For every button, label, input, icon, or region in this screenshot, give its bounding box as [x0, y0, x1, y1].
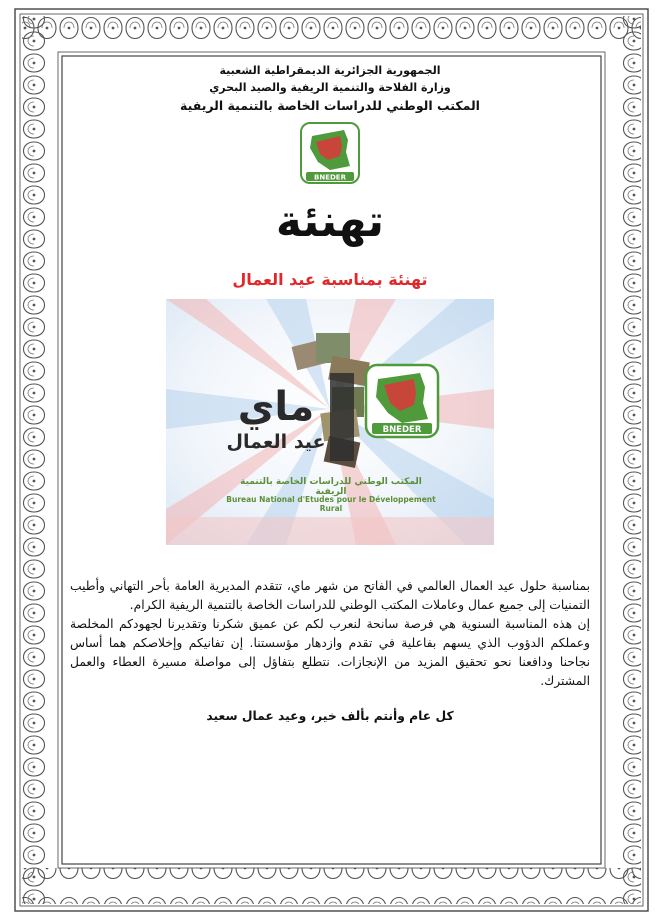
body-paragraph-2: إن هذه المناسبة السنوية هي فرصة سانحة لنعرب لكم عن عميق شكرنا وتقديرنا لجهودكم المخلصة وعملكم الدؤوب الذي يسهم بفاعلية في تقدم وازدهار مؤسستنا. إن تفانيكم وإخلاصكم هما أساس نجاحنا ودافعنا نحو تحقيق المزيد من الإنجازات. نتطلع بتفاؤل إلى مواصلة مسيرة العطاء والعمل المشترك. [70, 617, 590, 688]
letter-content [70, 62, 590, 852]
banner-institution-ar: المكتب الوطني للدراسات الخاصة بالتنمية الريفية [240, 477, 422, 497]
header-republic: الجمهورية الجزائرية الديمقراطية الشعبية [219, 64, 441, 77]
body-text [70, 577, 590, 691]
banner-logo-label: BNEDER [382, 425, 422, 435]
banner-may: ماي [237, 384, 315, 430]
banner-eid: عيد العمال [226, 431, 326, 453]
banner-institution-fr: Bureau National d'Etudes pour le Développement Rural [226, 495, 436, 513]
page-title: تهنئة [275, 196, 385, 247]
workers-day-banner [166, 299, 494, 545]
logo-label: BNEDER [314, 173, 346, 182]
header-ministry: وزارة الفلاحة والتنمية الريفية والصيد البحري [209, 81, 451, 94]
subtitle: تهنئة بمناسبة عيد العمال [232, 270, 428, 289]
bneder-logo [300, 122, 360, 184]
banner-logo [366, 365, 438, 437]
closing-greeting: كل عام وأنتم بألف خير، وعيد عمال سعيد [206, 709, 454, 723]
body-paragraph-1: بمناسبة حلول عيد العمال العالمي في الفاتح من شهر ماي، تتقدم المديرية العامة بأحر التهاني وأطيب التمنيات إلى جميع عمال وعاملات المكتب الوطني للدراسات الخاصة بالتنمية الريفية الكرام. [70, 579, 590, 612]
header-office: المكتب الوطني للدراسات الخاصة بالتنمية الريفية [180, 98, 480, 113]
